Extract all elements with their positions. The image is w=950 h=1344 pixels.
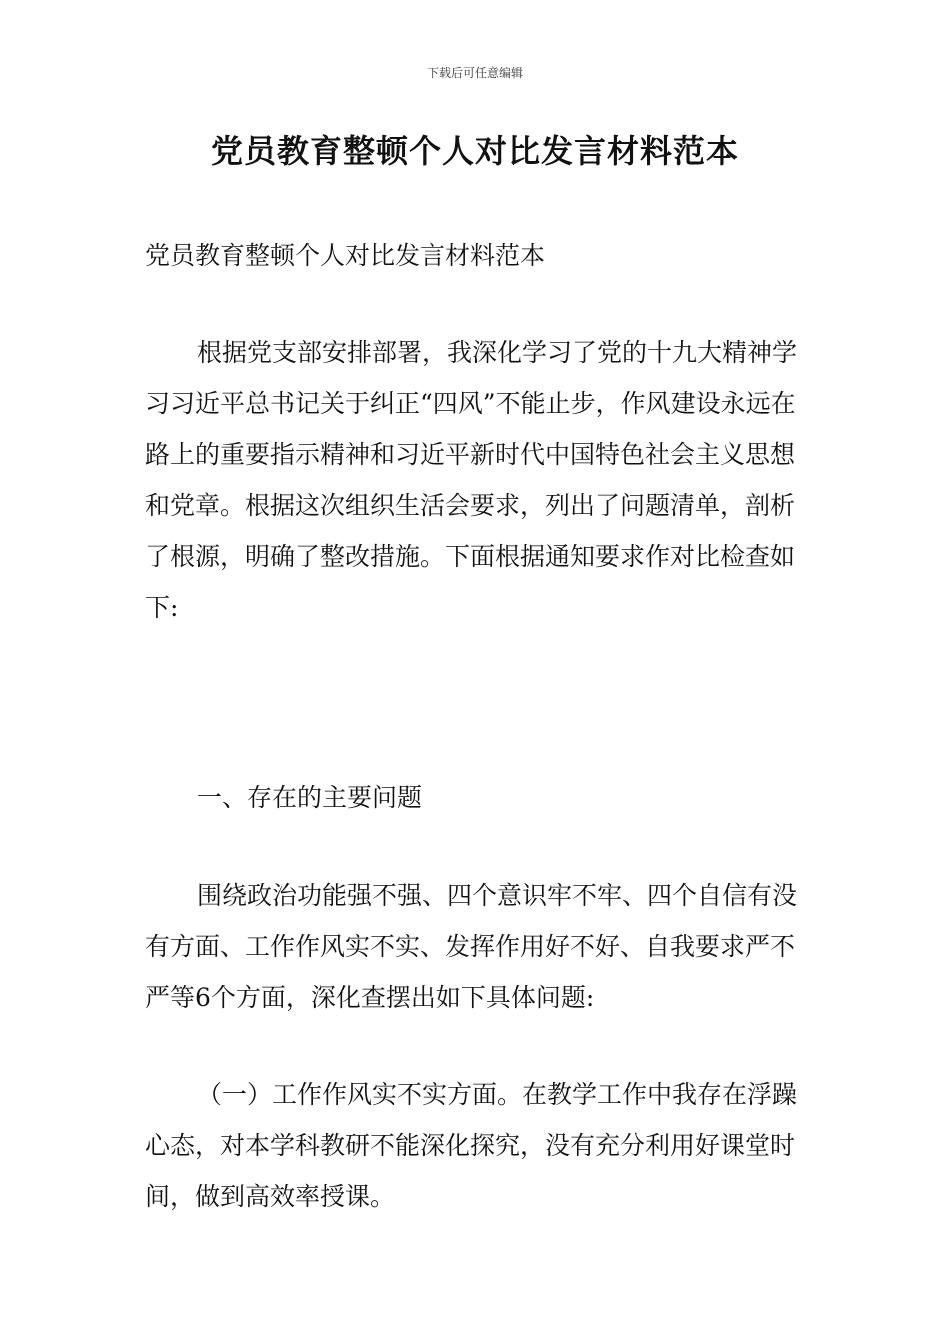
- header-note: 下载后可任意编辑: [426, 66, 523, 80]
- section-heading: 一、存在的主要问题: [197, 783, 423, 812]
- work-style-paragraph: （一）工作作风实不实方面。在教学工作中我存在浮躁心态，对本学科教研不能深化探究，没有充分利用好课堂时间，做到高效率授课。: [145, 1080, 798, 1211]
- document-subtitle: 党员教育整顿个人对比发言材料范本: [145, 241, 546, 270]
- intro-paragraph: 根据党支部安排部署，我深化学习了党的十九大精神学习习近平总书记关于纠正“四风”不能止步，作风建设永远在路上的重要指示精神和习近平新时代中国特色社会主义思想和党章。根据这次组织生活会要求，列出了问题清单，剖析了根源，明确了整改措施。下面根据通知要求作对比检查如下:: [145, 338, 798, 622]
- document-title: 党员教育整顿个人对比发言材料范本: [210, 132, 739, 170]
- problems-paragraph: 围绕政治功能强不强、四个意识牢不牢、四个自信有没有方面、工作作风实不实、发挥作用好不好、自我要求严不严等6个方面，深化查摆出如下具体问题:: [145, 881, 798, 1012]
